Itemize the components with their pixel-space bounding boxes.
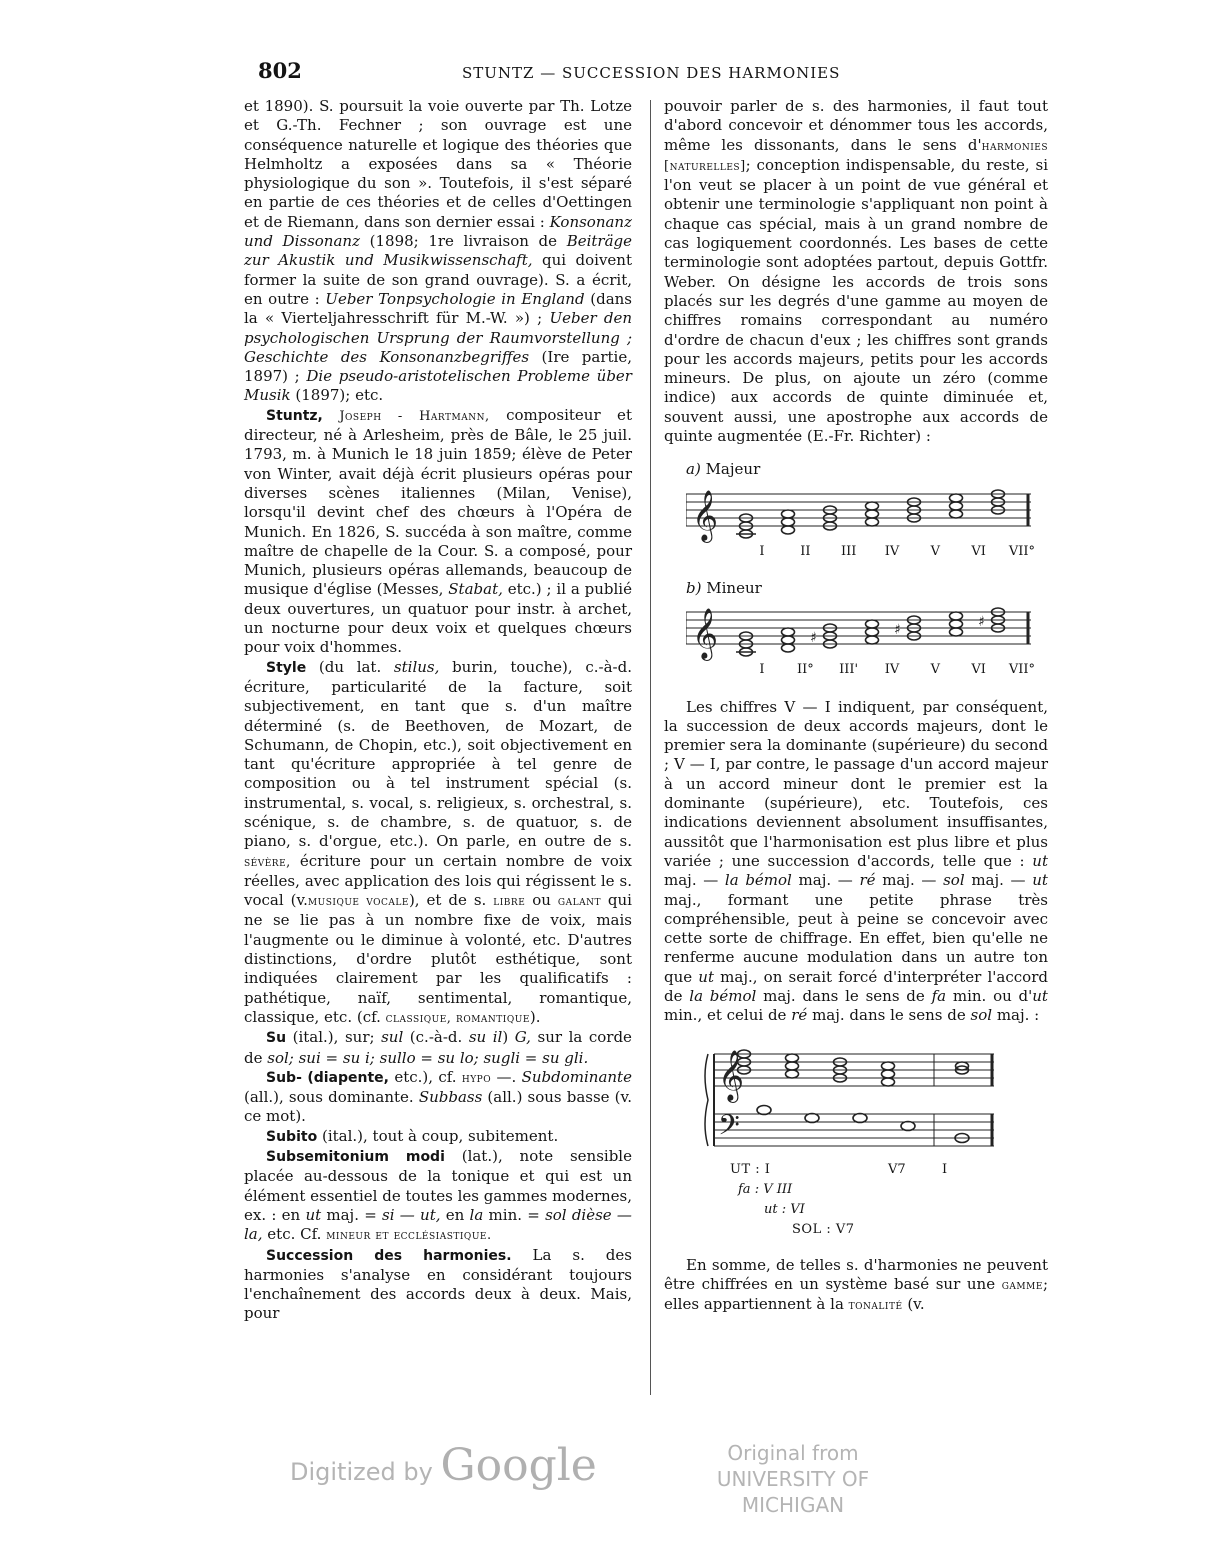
brace-icon <box>705 1054 708 1146</box>
numeral-major-6: VI <box>971 543 986 559</box>
chord-note <box>882 1062 895 1070</box>
sharp-icon: ♯ <box>894 622 901 639</box>
treble-clef-icon: 𝄞 <box>692 608 719 660</box>
chord-note <box>782 526 795 534</box>
music-example-minor <box>686 602 1036 664</box>
left-column <box>244 97 632 1324</box>
chord-note <box>782 636 795 644</box>
music-example-major <box>686 484 1036 546</box>
numeral-major-2: II <box>800 543 811 559</box>
chord-note <box>950 502 963 510</box>
numeral-minor-2: II° <box>796 662 814 678</box>
chord-note <box>782 644 795 652</box>
treble-clef-icon: 𝄞 <box>718 1049 745 1101</box>
entry-subito: Subito (ital.), tout à coup, subitement. <box>266 1126 559 1145</box>
example-b-label: b) Mineur <box>686 578 762 597</box>
sharp-icon: ♯ <box>978 614 985 631</box>
paragraph-en-somme: En somme, de telles s. d'harmonies ne peuvent être chiffrées en un système basé sur une gamme; elles appartiennent à la tonalité (v. <box>664 1255 1048 1314</box>
numeral-major-3: III <box>840 543 857 559</box>
chord-note <box>882 1078 895 1086</box>
chord-note <box>950 628 963 636</box>
right-column <box>664 97 1048 1315</box>
numeral-minor-4: IV <box>884 662 900 678</box>
numeral-major-1: I <box>759 543 765 559</box>
entry-subsemitonium: Subsemitonium modi (lat.), note sensible placée au-dessous de la tonique et qui est un élément essentiel de toutes les gammes modernes, ex. : en ut maj. = si — ut, en la min. = sol dièse — la, etc. Cf. mineur et ecclésiastique. <box>244 1147 632 1244</box>
sharp-icon: ♯ <box>810 630 817 647</box>
numeral-major-7: VII° <box>1008 543 1036 559</box>
bass-note <box>901 1121 915 1130</box>
entry-su: Su (ital.), sur; sul (c.-à-d. su il) G, sur la corde de sol; sui = su i; sullo = su lo; sugli = su gli. <box>244 1028 632 1067</box>
chord-note <box>866 620 879 628</box>
entry-succession: Succession des harmonies. La s. des harmonies s'analyse en considérant toujours l'enchaînement des accords deux à deux. Mais, pour <box>244 1245 632 1323</box>
numeral-minor-7: VII° <box>1008 662 1036 678</box>
music-example-grand-staff <box>704 1040 1044 1160</box>
bass-note <box>805 1113 819 1122</box>
chord-note <box>866 636 879 644</box>
numeral-minor-1: I <box>759 662 765 678</box>
chord-note <box>950 612 963 620</box>
numeral-major-4: IV <box>884 543 900 559</box>
numeral-minor-5: V <box>930 662 940 678</box>
entry-heading: Su <box>266 1030 287 1047</box>
chord-note <box>782 628 795 636</box>
chord-note <box>866 518 879 526</box>
harmonic-analysis: UT : I V7 I fa : V III ut : VI SOL : V7 <box>730 1161 948 1237</box>
chord-note <box>882 1070 895 1078</box>
original-from-watermark: Original from UNIVERSITY OF MICHIGAN <box>716 1441 870 1517</box>
paragraph-stumpf-continued: et 1890). S. poursuit la voie ouverte par Th. Lotze et G.-Th. Fechner ; son ouvrage est une conséquence naturelle et logique des théories que Helmholtz a exposées dans sa « Théorie physiologique du son ». Toutefois, il s'est séparé en partie de ces théories et de celles d'Oettingen et de Riemann, dans son dernier essai : Konsonanz und Dissonanz (1898; 1re livraison de Beiträge zur Akustik und Musikwissenschaft, qui doivent former la suite de son grand ouvrage). S. a écrit, en outre : Ueber Tonpsychologie in England (dans la « Vierteljahresschrift für M.-W. ») ; Ueber den psychologischen Ursprung der Raumvorstellung ; Geschichte des Konsonanzbegriffes (Ire partie, 1897) ; Die pseudo-aristotelischen Probleme über Musik (1897); etc. <box>244 97 633 405</box>
numeral-major-5: V <box>930 543 940 559</box>
entry-heading: Succession des harmonies. <box>266 1247 512 1264</box>
chord-note <box>786 1054 799 1062</box>
entry-heading: Stuntz, <box>266 407 323 424</box>
column-divider <box>650 100 651 1395</box>
bass-note <box>853 1113 867 1122</box>
chord-note <box>950 620 963 628</box>
entry-style: Style (du lat. stilus, burin, touche), c.-à-d. écriture, particularité de la facture, soit subjectivement, en tant que s. d'un maître déterminé (s. de Beethoven, de Mozart, de Schumann, de Chopin, etc.), soit objectivement en tant qu'écriture appropriée à tel genre de composition ou à tel instrument spécial (s. instrumental, s. vocal, s. religieux, s. orchestral, s. scénique, s. de chambre, s. de quatuor, s. de piano, s. d'orgue, etc.). On parle, en outre de s. sévère, écriture pour un certain nombre de voix réelles, avec application des lois qui régissent le s. vocal (v.musique vocale), et de s. libre ou galant qui ne se lie pas à un nombre fixe de voix, mais l'augmente ou le diminue à volonté, etc. D'autres distinctions, d'ordre plutôt esthétique, sont indiquées clairement par les qualificatifs : pathétique, naïf, sentimental, romantique, classique, etc. (cf. classique, romantique). <box>244 657 632 1026</box>
paragraph-chiffres: Les chiffres V — I indiquent, par conséquent, la succession de deux accords majeurs, dont le premier sera la dominante (supérieure) du second ; V — I, par contre, le passage d'un accord majeur à un accord mineur dont le premier est la dominante (supérieure), etc. Toutefois, ces indications deviennent absolument insuffisantes, aussitôt que l'harmonisation est plus libre et plus variée ; une succession d'accords, telle que : ut maj. — la bémol maj. — ré maj. — sol maj. — ut maj., formant une petite phrase très compréhensible, peut à peine se concevoir avec cette sorte de chiffrage. En effet, bien qu'elle ne renferme aucune modulation dans un autre ton que ut maj., on serait forcé d'interpréter l'accord de la bémol maj. dans le sens de fa min. ou d'ut min., et celui de ré maj. dans le sens de sol maj. : <box>664 697 1048 1025</box>
entry-sub: Sub- (diapente, etc.), cf. hypo —. Subdominante (all.), sous dominante. Subbass (all.) sous basse (v. ce mot). <box>244 1067 632 1126</box>
chord-note <box>866 510 879 518</box>
numerals-major <box>742 542 1042 561</box>
numerals-minor <box>742 660 1042 679</box>
entry-heading: Subito <box>266 1128 318 1145</box>
chord-note <box>782 518 795 526</box>
page-number: 802 <box>258 58 302 83</box>
bass-note <box>757 1105 771 1114</box>
treble-clef-icon: 𝄞 <box>692 489 719 541</box>
entry-heading: Sub- (diapente, <box>266 1069 389 1086</box>
paragraph-succession-continued: pouvoir parler de s. des harmonies, il faut tout d'abord concevoir et dénommer tous les accords, même les dissonants, dans le sens d'harmonies [naturelles]; conception indispensable, du reste, si l'on veut se placer à un point de vue général et obtenir une terminologie s'appliquant non point à chaque cas spécial, mais à un grand nombre de cas logiquement coordonnés. Les bases de cette terminologie sont adoptées partout, depuis Gottfr. Weber. On désigne les accords de trois sons placés sur les degrés d'une gamme au moyen de chiffres romains correspondant au numéro d'ordre de chacun d'eux ; les chiffres sont grands pour les accords majeurs, petits pour les accords mineurs. De plus, on ajoute un zéro (comme indice) aux accords de quinte diminuée et, souvent aussi, une apostrophe aux accords de quinte augmentée (E.-Fr. Richter) : <box>664 97 1048 446</box>
running-title: STUNTZ — SUCCESSION DES HARMONIES <box>462 64 841 82</box>
numeral-minor-6: VI <box>971 662 986 678</box>
entry-heading: Subsemitonium modi <box>266 1149 445 1166</box>
entry-stuntz: Stuntz, Joseph - Hartmann, compositeur et directeur, né à Arlesheim, près de Bâle, le 25 juil. 1793, m. à Munich le 18 juin 1859; élève de Peter von Winter, avait déjà écrit plusieurs opéras pour diverses scènes italiennes (Milan, Venise), lorsqu'il devint chef des chœurs à l'Opéra de Munich. En 1826, S. succéda à son maître, comme maître de chapelle de la Cour. S. a composé, pour Munich, plusieurs opéras allemands, beaucoup de musique d'église (Messes, Stabat, etc.) ; il a publié deux ouvertures, un quatuor pour instr. à archet, un nocturne pour deux voix et quelques chœurs pour voix d'hommes. <box>244 405 632 657</box>
bass-clef-icon: 𝄢 <box>718 1108 740 1149</box>
chord-note <box>786 1070 799 1078</box>
chord-note <box>866 628 879 636</box>
entry-heading: Style <box>266 659 307 676</box>
example-a-label: a) Majeur <box>686 460 761 479</box>
numeral-minor-3: III' <box>839 662 859 678</box>
chord-note <box>786 1062 799 1070</box>
chord-note <box>782 510 795 518</box>
chord-note <box>950 510 963 518</box>
chord-note <box>866 502 879 510</box>
chord-note <box>950 494 963 502</box>
digitized-watermark: Digitized by Google <box>290 1440 597 1491</box>
